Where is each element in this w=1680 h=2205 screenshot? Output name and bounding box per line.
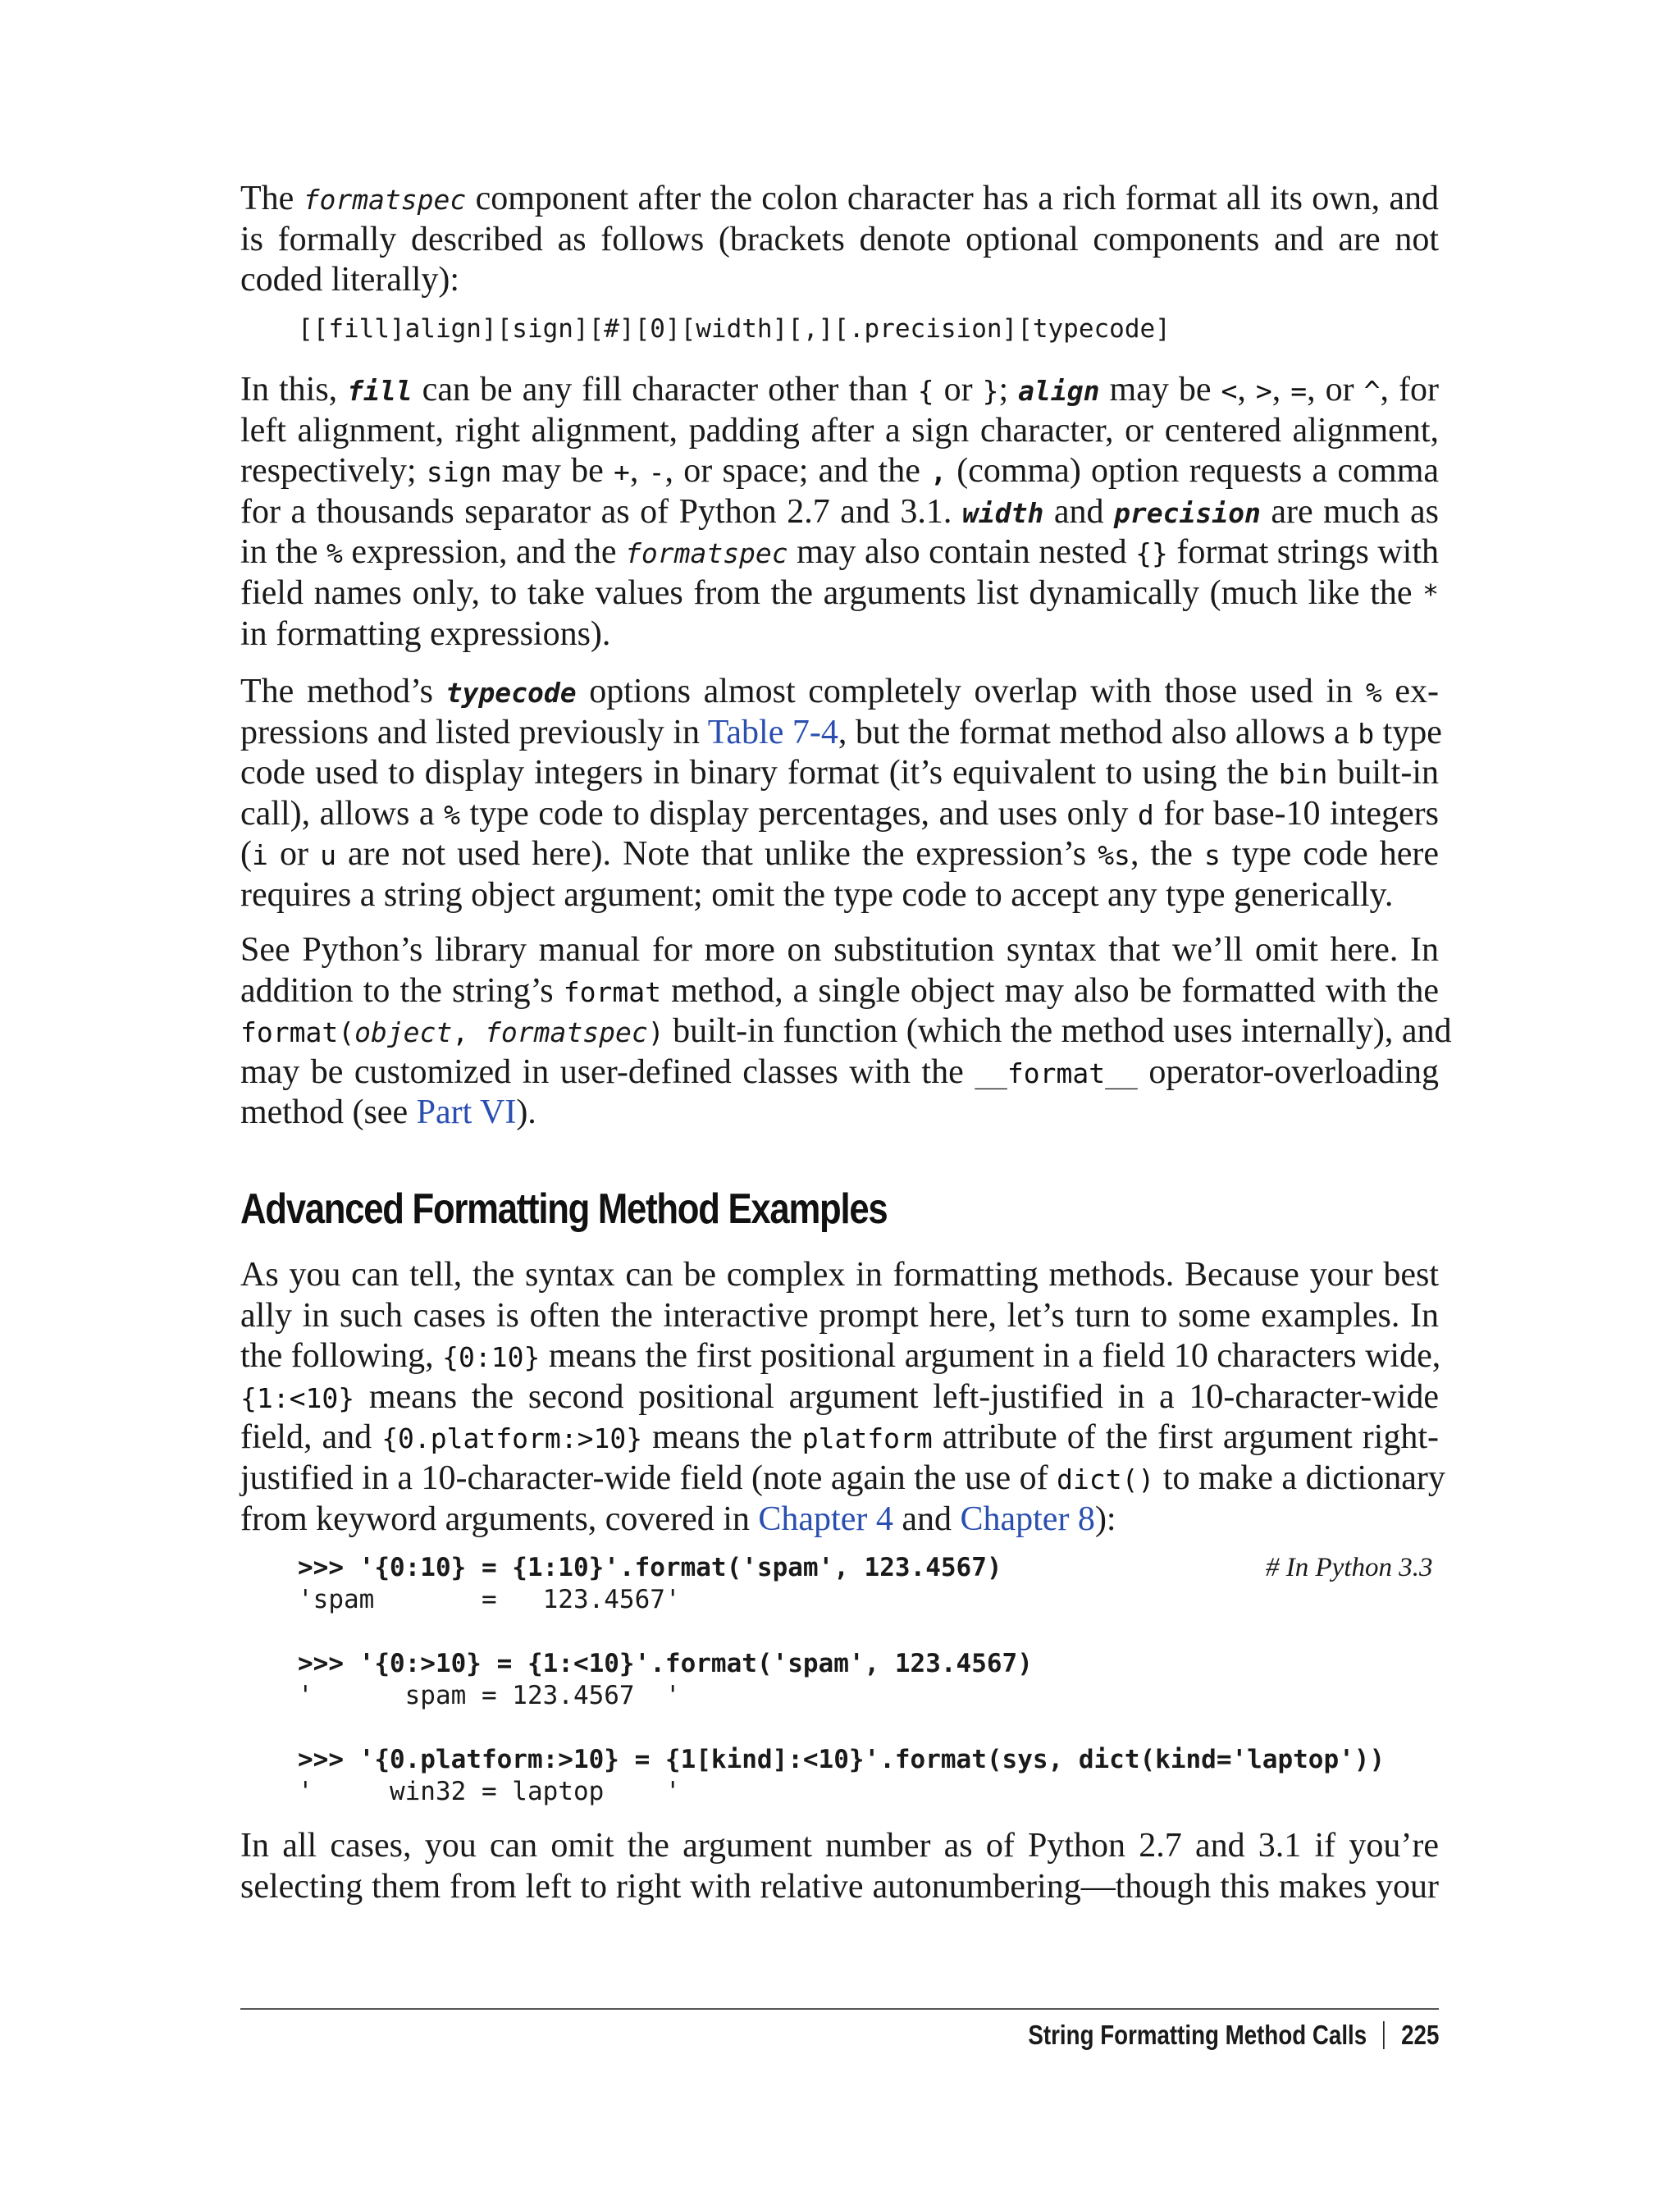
text-line: addition to the string’s format method, a single object may also be formatted with the xyxy=(240,971,1440,1010)
text-line: left alignment, right alignment, padding after a sign character, or centered alignment, xyxy=(240,411,1439,450)
page-number: 225 xyxy=(1400,2020,1439,2050)
paragraph-formatspec-intro xyxy=(240,179,1439,301)
link-chapter-4[interactable]: Chapter 4 xyxy=(758,1500,893,1538)
text-line: requires a string object argument; omit the type code to accept any type generically. xyxy=(240,875,1394,914)
text-line: field, and {0.platform:>10} means the platform attribute of the first argument right- xyxy=(240,1418,1440,1457)
code-line: >>> '{0:10} = {1:10}'.format('spam', 123.4567) xyxy=(298,1553,1002,1582)
text-line: The formatspec component after the colon character has a rich format all its own, and xyxy=(240,180,1440,217)
text-line: method (see Part VI). xyxy=(240,1093,536,1132)
text-line: In this, fill can be any fill character other than { or }; align may be <, >, =, or ^, for xyxy=(240,371,1439,409)
text-line: ally in such cases is often the interactive prompt here, let’s turn to some examples. In xyxy=(240,1296,1439,1335)
text-line: {1:<10} means the second positional argument left-justified in a 10-character-wide xyxy=(240,1377,1439,1416)
text-line: justified in a 10-character-wide field (note again the use of dict() to make a dictionary xyxy=(240,1459,1445,1497)
text-line: in formatting expressions). xyxy=(240,614,611,653)
paragraph-formatspec-fields xyxy=(240,370,1439,655)
page-footer xyxy=(1028,2020,1439,2051)
text-line: coded literally): xyxy=(240,261,460,299)
formatspec-syntax: [[fill]align][sign][#][0][width][,][.precision][typecode] xyxy=(298,314,1171,344)
footer-rule xyxy=(240,2008,1439,2010)
code-output: 'spam = 123.4567' xyxy=(298,1585,681,1614)
section-heading: Advanced Formatting Method Examples xyxy=(240,1185,888,1233)
text-line: in the % expression, and the formatspec may also contain nested {} format strings with xyxy=(240,533,1439,572)
text-line: call), allows a % type code to display percentages, and uses only d for base-10 integers xyxy=(240,794,1439,833)
text-line: field names only, to take values from the arguments list dynamically (much like the * xyxy=(240,573,1439,612)
text-line: See Python’s library manual for more on substitution syntax that we’ll omit here. In xyxy=(240,931,1439,969)
link-table-7-4[interactable]: Table 7-4 xyxy=(707,713,838,751)
code-output: ' spam = 123.4567 ' xyxy=(298,1681,681,1710)
text-line: As you can tell, the syntax can be complex in formatting methods. Because your best xyxy=(240,1256,1439,1294)
link-part-vi[interactable]: Part VI xyxy=(416,1093,517,1132)
footer-separator xyxy=(1383,2021,1385,2049)
text-line: pressions and listed previously in Table 7-4, but the format method also allows a b type xyxy=(240,713,1442,751)
text-line: selecting them from left to right with relative autonumbering—though this makes your xyxy=(240,1867,1439,1906)
paragraph-library-manual xyxy=(240,930,1452,1134)
paragraph-autonumbering xyxy=(240,1826,1439,1907)
text-line: from keyword arguments, covered in Chapter 4 and Chapter 8): xyxy=(240,1500,1116,1538)
text-line: (i or u are not used here). Note that unlike the expression’s %s, the s type code here xyxy=(240,835,1439,874)
text-line: format(object, formatspec) built-in function (which the method uses internally), and xyxy=(240,1012,1452,1051)
paragraph-typecode xyxy=(240,672,1442,916)
footer-section-title: String Formatting Method Calls xyxy=(1028,2020,1367,2050)
code-comment: # In Python 3.3 xyxy=(1266,1553,1433,1582)
link-chapter-8[interactable]: Chapter 8 xyxy=(960,1500,1095,1538)
text-line: is formally described as follows (brackets denote optional components and are not xyxy=(240,220,1439,258)
text-line: for a thousands separator as of Python 2.7 and 3.1. width and precision are much as xyxy=(240,492,1439,531)
text-line: respectively; sign may be +, -, or space; and the , (comma) option requests a comma xyxy=(240,452,1440,491)
text-line: the following, {0:10} means the first positional argument in a field 10 characters wide, xyxy=(240,1337,1441,1376)
text-line: In all cases, you can omit the argument number as of Python 2.7 and 3.1 if you’re xyxy=(240,1827,1439,1865)
code-line: >>> '{0:>10} = {1:<10}'.format('spam', 123.4567) xyxy=(298,1649,1033,1678)
paragraph-examples-intro xyxy=(240,1255,1445,1540)
code-output: ' win32 = laptop ' xyxy=(298,1777,681,1806)
code-example xyxy=(298,1552,1385,1808)
text-line: may be customized in user-defined classes with the __format__ operator-overloading xyxy=(240,1052,1440,1091)
text-line: code used to display integers in binary format (it’s equivalent to using the bin built-in xyxy=(240,754,1439,792)
text-line: The method’s typecode options almost completely overlap with those used in % ex- xyxy=(240,673,1439,710)
code-line: >>> '{0.platform:>10} = {1[kind]:<10}'.format(sys, dict(kind='laptop')) xyxy=(298,1745,1386,1774)
